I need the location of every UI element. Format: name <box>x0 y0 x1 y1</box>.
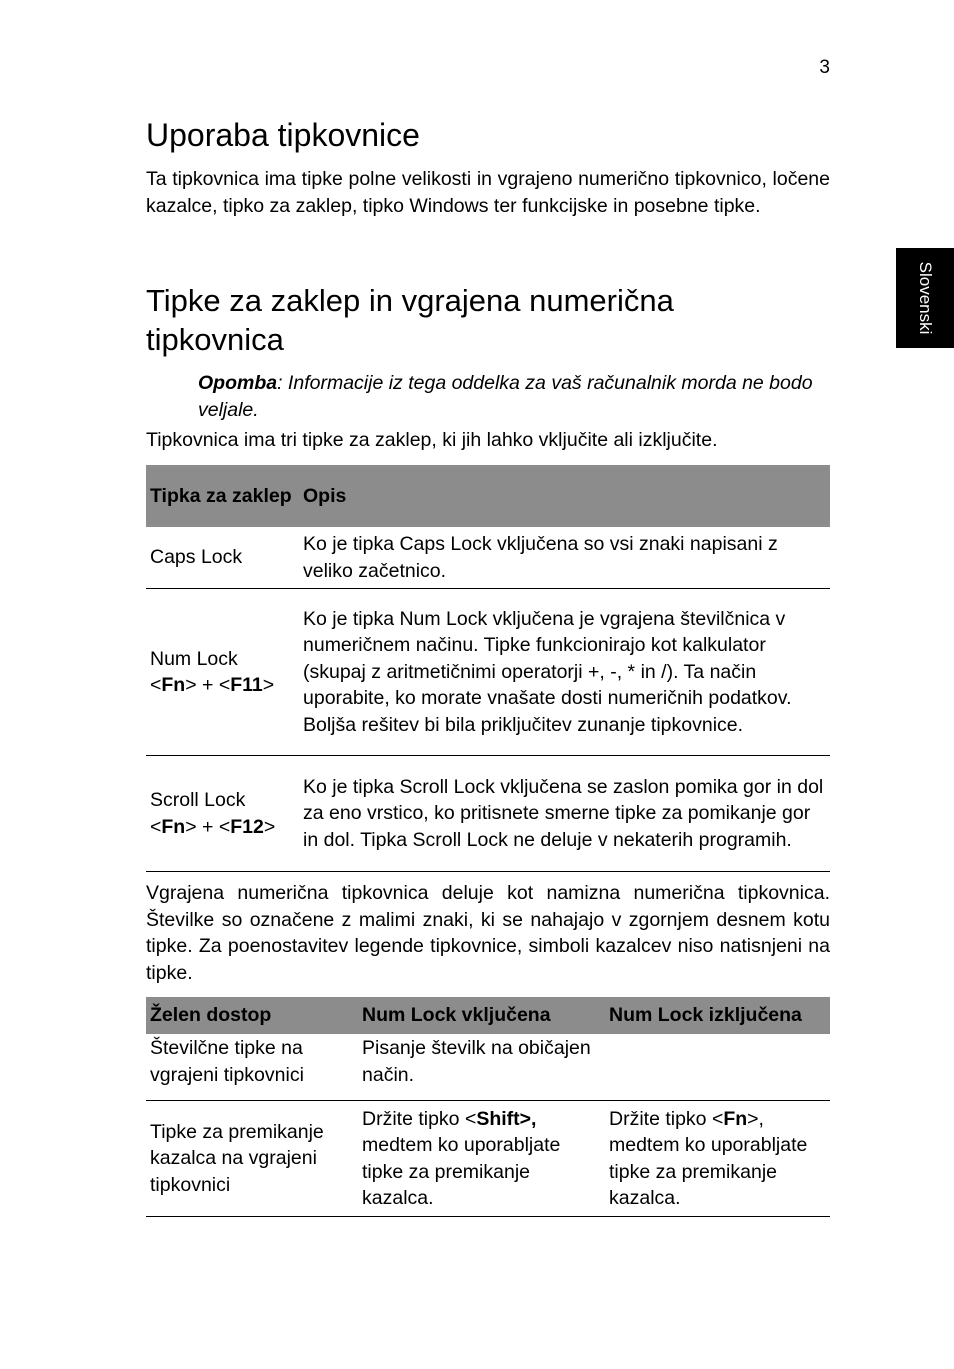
fn-key: Fn <box>723 1107 748 1130</box>
access-cell: Tipke za premikanje kazalca na vgrajeni tipkovnici <box>146 1101 358 1217</box>
lock-keys-table <box>146 465 830 872</box>
table-row <box>146 527 830 589</box>
numlock-on-cell: Pisanje številk na običajen način. <box>358 1034 605 1101</box>
numpad-paragraph: Vgrajena numerična tipkovnica deluje kot namizna numerična tipkovnica. Številke so označene z malimi znaki, ki se nahajajo v zgornjem desnem kotu tipke. Za poenostavitev legende tipkovnice, simboli kazalcev niso natisnjeni na tipke. <box>146 882 830 984</box>
page-title: Uporaba tipkovnice <box>146 117 420 153</box>
lock-key-name: Num Lock <box>150 647 238 670</box>
lock-key-description: Ko je tipka Caps Lock vključena so vsi znaki napisani z veliko začetnico. <box>299 527 830 589</box>
locks-intro-paragraph: Tipkovnica ima tri tipke za zaklep, ki jih lahko vključite ali izključite. <box>146 429 718 451</box>
cell-text: Držite tipko < <box>362 1107 477 1130</box>
table-row <box>146 756 830 872</box>
header-lock-key: Tipka za zaklep <box>146 465 299 527</box>
language-tab <box>896 248 954 348</box>
lock-key-description: Ko je tipka Num Lock vključena je vgrajena številčnica v numeričnem načinu. Tipke funkcionirajo kot kalkulator (skupaj z aritmetičnimi operatorji +, -, * in /). Ta način uporabite, ko morate vnašate dosti numeričnih podatkov. Boljša rešitev bi bila priključitev zunanje tipkovnice. <box>299 589 830 756</box>
table-row <box>146 589 830 756</box>
lock-key-name: Scroll Lock <box>150 789 246 811</box>
cell-text: medtem ko uporabljate tipke za premikanje kazalca. <box>362 1134 561 1209</box>
shortcut-fn: Fn <box>161 815 186 838</box>
intro-paragraph: Ta tipkovnica ima tipke polne velikosti in vgrajeno numerično tipkovnico, ločene kazalce, tipko za zaklep, tipko Windows ter funkcijske in posebne tipke. <box>146 168 830 217</box>
note-label: Opomba <box>198 372 278 394</box>
note-text: : Informacije iz tega oddelka za vaš računalnik morda ne bodo veljale. <box>198 372 813 421</box>
cell-text: >, medtem ko uporabljate tipke za premikanje kazalca. <box>609 1107 808 1209</box>
language-tab-label: Slovenski <box>916 261 935 335</box>
numlock-off-cell <box>605 1101 830 1217</box>
access-cell: Številčne tipke na vgrajeni tipkovnici <box>146 1034 358 1101</box>
lock-key-cell: Scroll Lock <Fn> + <F12> <box>146 756 299 872</box>
cell-text: Držite tipko < <box>609 1107 724 1130</box>
shortcut-key: F11 <box>230 674 263 696</box>
numlock-on-cell <box>358 1101 605 1217</box>
lock-key-name: Caps Lock <box>146 527 299 589</box>
note <box>198 370 830 423</box>
shift-key: Shift>, <box>476 1107 537 1130</box>
table-row <box>146 1101 830 1217</box>
shortcut-fn: Fn <box>161 674 186 696</box>
page-number: 3 <box>819 57 830 78</box>
numlock-off-cell <box>605 1034 830 1101</box>
numpad-access-table <box>146 997 830 1217</box>
lock-key-description: Ko je tipka Scroll Lock vključena se zaslon pomika gor in dol za eno vrstico, ko pritisnete smerne tipke za pomikanje gor in dol. Tipka Scroll Lock ne deluje v nekaterih programih. <box>299 756 830 872</box>
lock-key-cell: Num Lock <Fn> + <F11> <box>146 589 299 756</box>
header-description: Opis <box>299 465 830 527</box>
shortcut-key: F12 <box>230 815 264 838</box>
header-access: Želen dostop <box>146 997 358 1034</box>
table-header-row <box>146 997 830 1034</box>
table-row <box>146 1034 830 1101</box>
header-numlock-off: Num Lock izključena <box>605 997 830 1034</box>
header-numlock-on: Num Lock vključena <box>358 997 605 1034</box>
section-title: Tipke za zaklep in vgrajena numerična tipkovnica <box>146 283 674 357</box>
table-header-row <box>146 465 830 527</box>
